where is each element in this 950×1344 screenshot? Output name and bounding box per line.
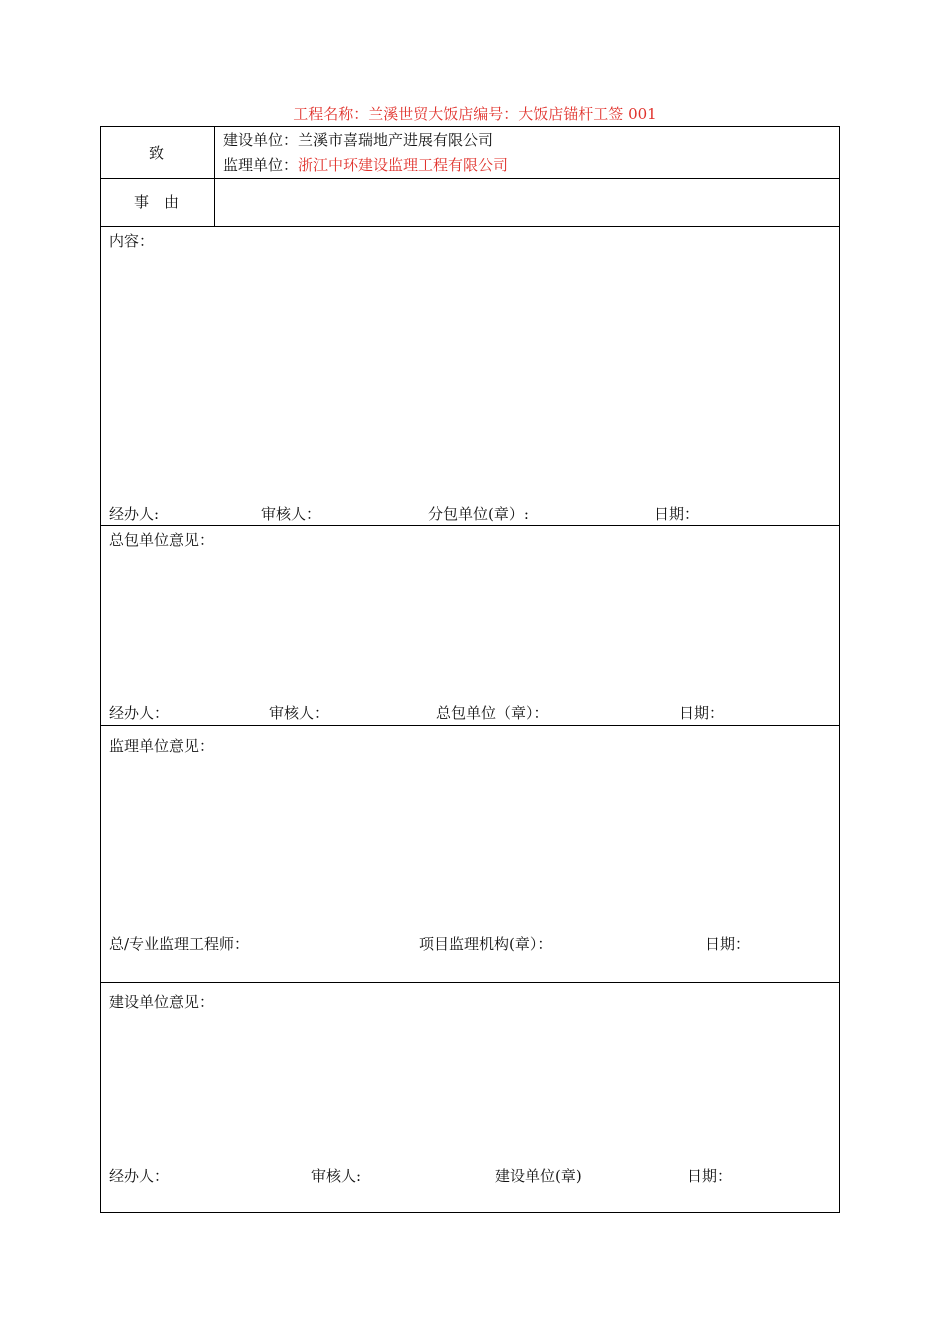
owner-unit-name: 兰溪市喜瑞地产进展有限公司	[298, 131, 494, 149]
reason-label: 事 由	[134, 193, 180, 211]
owner-unit-line	[223, 130, 493, 150]
supervising-engineer-label: 总/专业监理工程师：	[109, 935, 250, 953]
row-divider-to	[101, 178, 839, 179]
supervision-office-seal-label: 项目监理机构(章）：	[419, 935, 553, 953]
to-label: 致	[149, 144, 165, 162]
owner-seal-label: 建设单位(章)	[495, 1167, 582, 1185]
supervisor-unit-name: 浙江中环建设监理工程有限公司	[298, 156, 509, 174]
supervisor-date-label: 日期：	[705, 935, 751, 953]
content-date-label: 日期：	[654, 505, 700, 523]
label-column-divider	[214, 127, 215, 226]
row-divider-reason	[101, 226, 839, 227]
owner-unit-prefix: 建设单位：	[223, 131, 299, 149]
owner-reviewer-label: 审核人:	[311, 1167, 362, 1185]
change-visa-form	[100, 126, 840, 1213]
row-divider-content	[101, 525, 839, 526]
supervisor-unit-prefix: 监理单位：	[223, 156, 299, 174]
content-handler-label: 经办人:	[109, 505, 160, 523]
general-contractor-seal-label: 总包单位（章）：	[436, 704, 549, 722]
owner-date-label: 日期：	[687, 1167, 733, 1185]
gc-handler-label: 经办人：	[109, 704, 170, 722]
reason-field[interactable]	[223, 192, 823, 212]
content-label: 内容：	[109, 232, 155, 250]
subcontractor-seal-label: 分包单位(章）:	[428, 505, 529, 523]
owner-opinion-label: 建设单位意见：	[109, 993, 215, 1011]
general-contractor-opinion-label: 总包单位意见：	[109, 531, 215, 549]
supervisor-unit-line	[223, 155, 508, 175]
row-divider-supervisor	[101, 982, 839, 983]
supervisor-opinion-label: 监理单位意见：	[109, 737, 215, 755]
content-reviewer-label: 审核人：	[261, 505, 322, 523]
gc-date-label: 日期：	[679, 704, 725, 722]
owner-handler-label: 经办人：	[109, 1167, 170, 1185]
gc-reviewer-label: 审核人：	[269, 704, 330, 722]
row-divider-general-contractor	[101, 725, 839, 726]
project-header: 工程名称：兰溪世贸大饭店编号：大饭店锚杆工签 001	[293, 105, 657, 123]
